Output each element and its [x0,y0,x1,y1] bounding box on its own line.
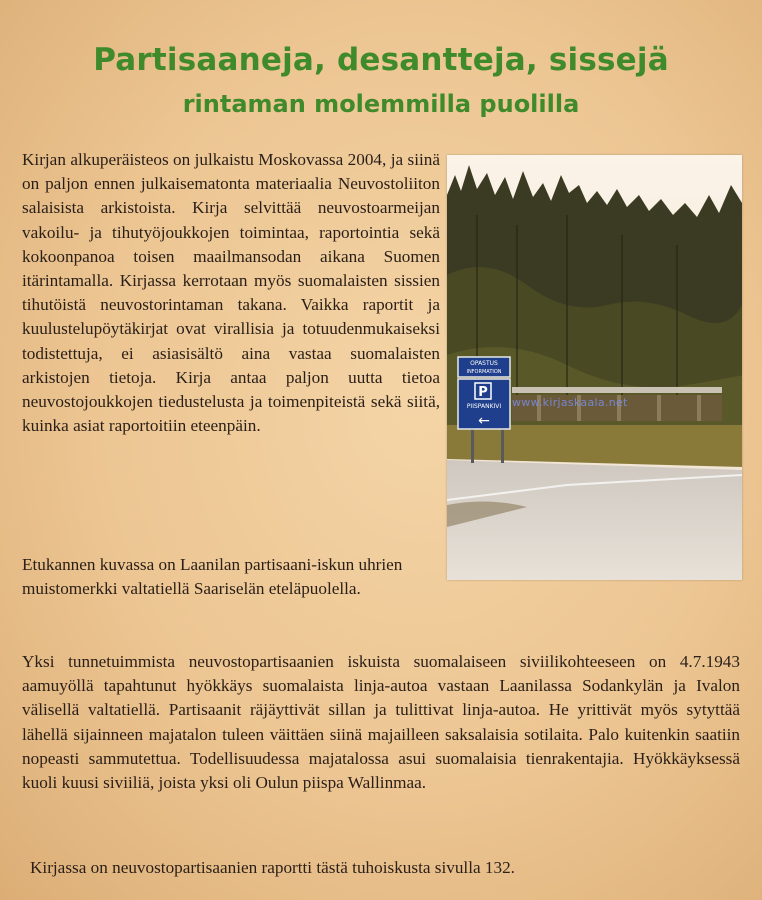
photo-illustration [447,155,742,580]
story-paragraph: Yksi tunnetuimmista neuvostopartisaanien iskuista suomalaiseen siviilikohteeseen on 4.7.1943 aamuyöllä tapahtunut hyökkäys suomalaista linja-autoa vastaan Laanilassa Sodankylän ja Ivalon välisellä valtatiellä. Partisaanit räjäyttivät sillan ja tulittivat linja-autoa. He yrittivät myös sytyttää lähellä sijainneen majatalon tuleen väittäen siinä majailleen saksalaisia sotilaita. Palo kuitenkin saatiin nopeasti sammutettua. Todellisuudessa majatalossa asui suomalaisia tienrakentajia. Hyökkäyksessä kuoli kuusi siviiliä, joista yksi oli Oulun piispa Wallinmaa. [22,652,740,793]
intro-text: Kirjan alkuperäisteos on julkaistu Moskovassa 2004, ja siinä on paljon ennen julkaisematonta materiaalia Neuvostoliiton salaisista arkistoista. Kirja selvittää neuvostoarmeijan vakoilu- ja tihutyöjoukkojen toimintaa, raportointia sekä kokoonpanoa toisen maailmansodan aikana Suomen itärintamalla. Kirjassa kerrotaan myös suomalaisten sissien tihutöistä neuvostorintaman takana. Vaikka raportit ja kuulustelupöytäkirjat ovat virallisia ja totuudenmukaiseksi todistettuja, ei asiasisältö aina vastaa suomalaisten arkistojen tietoja. Kirja antaa paljon uutta tietoa neuvostojoukkojen tiedustelusta ja toimenpiteistä sekä siitä, kuinka asiat raportoitiin eteenpäin. [22,150,440,436]
page-subtitle: rintaman molemmilla puolilla [182,90,580,118]
watermark: www.kirjaskaala.net [512,396,628,409]
cover-photo [447,155,742,580]
sign-line2: INFORMATION [466,369,502,375]
arrow-left-icon: ← [478,413,490,429]
photo-caption: Etukannen kuvassa on Laanilan partisaani-iskun uhrien muistomerkki valtatiellä Saariselän eteläpuolella. [22,555,403,599]
parking-icon: P [478,385,488,400]
intro-paragraph [22,148,440,438]
page-title: Partisaaneja, desantteja, sissejä [93,42,669,78]
sign-line1: OPASTUS [470,360,498,367]
footer-note: Kirjassa on neuvostopartisaanien raportti tästä tuhoiskusta sivulla 132. [30,858,515,877]
sign-place: PIISPANKIVI [466,403,502,410]
